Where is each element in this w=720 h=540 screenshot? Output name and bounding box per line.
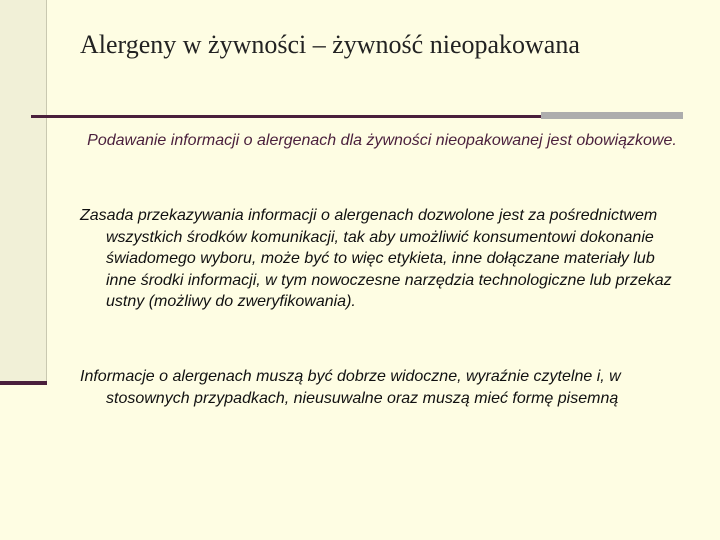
paragraph-communication: Zasada przekazywania informacji o alergenach dozwolone jest za pośrednictwem wszystkich środków komunikacji, tak aby umożliwić konsumentowi dokonanie świadomego wyboru, może być to więc etykieta, inne dołączane materiały lub inne środki informacji, w tym nowoczesne narzędzia technologiczne lub przekaz ustny (możliwy do zweryfikowania).: [80, 207, 672, 310]
highlight-text: Podawanie informacji o alergenach dla żywności nieopakowanej jest obowiązkowe.: [87, 132, 677, 149]
slide-title: Alergeny w żywności – żywność nieopakowana: [80, 30, 580, 59]
title-rule-gray-segment: [541, 112, 683, 119]
left-decor-band: [0, 0, 47, 384]
paragraph-visibility: Informacje o alergenach muszą być dobrze widoczne, wyraźnie czytelne i, w stosownych przypadkach, nieusuwalne oraz muszą mieć formę pisemną: [80, 368, 621, 407]
left-accent-bar: [0, 381, 47, 385]
title-rule: [31, 115, 541, 118]
